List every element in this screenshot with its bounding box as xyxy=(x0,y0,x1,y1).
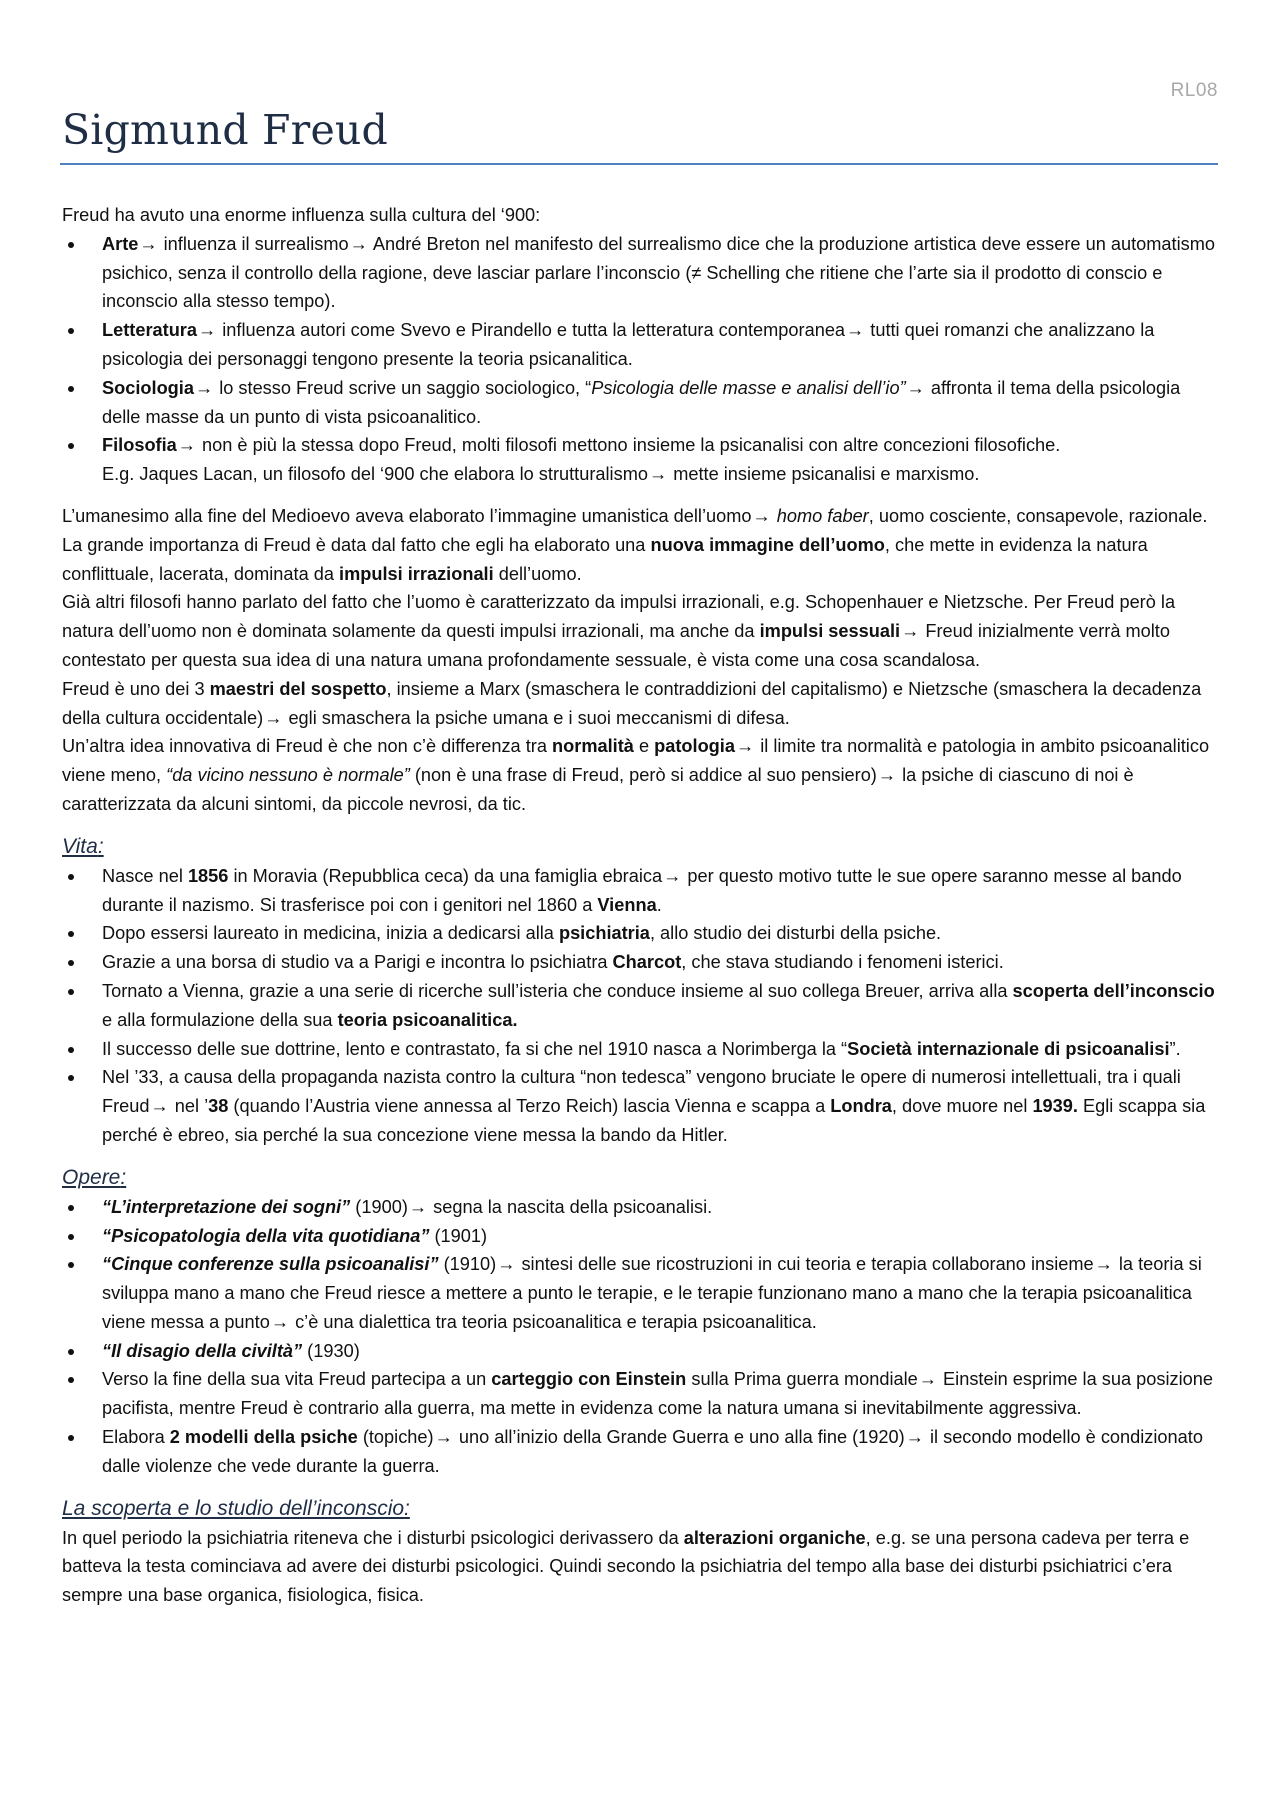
arrow-icon: → xyxy=(1094,1254,1113,1275)
list-item: Sociologia→ lo stesso Freud scrive un saggio sociologico, “Psicologia delle masse e analisi dell’io”→ affronta il tema della psicologia delle masse da un punto di vista psicoanalitico. xyxy=(62,374,1218,432)
list-item: Arte→ influenza il surrealismo→ André Breton nel manifesto del surrealismo dice che la produzione artistica deve essere un automatismo psichico, senza il controllo della ragione, deve lasciar parlare l’inconscio (≠ Schelling che ritiene che l’arte sia il prodotto di conscio e inconscio alla stesso tempo). xyxy=(62,230,1218,316)
paragraph: L’umanesimo alla fine del Medioevo aveva elaborato l’immagine umanistica dell’uomo→ homo faber, uomo cosciente, consapevole, razionale. La grande importanza di Freud è data dal fatto che egli ha elaborato una nuova immagine dell’uomo, che mette in evidenza la natura conflittuale, lacerata, dominata da impulsi irrazionali dell’uomo. xyxy=(62,502,1218,588)
paragraph: Freud è uno dei 3 maestri del sospetto, insieme a Marx (smaschera le contraddizioni del capitalismo) e Nietzsche (smaschera la decadenza della cultura occidentale)→ egli smaschera la psiche umana e i suoi meccanismi di difesa. xyxy=(62,675,1218,733)
arrow-icon: → xyxy=(918,1369,937,1390)
document-code: RL08 xyxy=(1170,80,1218,101)
intro-lead: Freud ha avuto una enorme influenza sulla cultura del ‘900: xyxy=(62,205,541,225)
arrow-icon: → xyxy=(752,505,771,526)
section-heading-opere: Opere: xyxy=(62,1165,127,1189)
paragraph: Un’altra idea innovativa di Freud è che non c’è differenza tra normalità e patologia→ il limite tra normalità e patologia in ambito psicoanalitico viene meno, “da vicino nessuno è normale” (non è una frase di Freud, però si addice al suo pensiero)→ la psiche di ciascuno di noi è caratterizzata da alcuni sintomi, da piccole nevrosi, da tic. xyxy=(62,732,1218,818)
arrow-icon: → xyxy=(264,707,283,728)
arrow-icon: → xyxy=(846,320,865,341)
list-item: “Il disagio della civiltà” (1930) xyxy=(62,1337,1218,1366)
arrow-icon: → xyxy=(905,1427,924,1448)
list-item: Dopo essersi laureato in medicina, inizia a dedicarsi alla psichiatria, allo studio dei disturbi della psiche. xyxy=(62,919,1218,948)
arrow-icon: → xyxy=(735,736,755,757)
list-item: “L’interpretazione dei sogni” (1900)→ segna la nascita della psicoanalisi. xyxy=(62,1193,1218,1222)
list-item: Filosofia→ non è più la stessa dopo Freud, molti filosofi mettono insieme la psicanalisi con altre concezioni filosofiche. E.g. Jaques Lacan, un filosofo del ‘900 che elabora lo strutturalismo→ mette insieme psicanalisi e marxismo. xyxy=(62,431,1218,489)
paragraph: In quel periodo la psichiatria riteneva che i disturbi psicologici derivassero da alterazioni organiche, e.g. se una persona cadeva per terra e batteva la testa cominciava ad avere dei disturbi psicologici. Quindi secondo la psichiatria del tempo alla base dei disturbi psichiatrici c’era sempre una base organica, fisiologica, fisica. xyxy=(62,1527,1190,1606)
list-item: “Cinque conferenze sulla psicoanalisi” (1910)→ sintesi delle sue ricostruzioni in cui teoria e terapia collaborano insieme→ la teoria si sviluppa mano a mano che Freud riesce a mettere a punto le terapie, e le terapie funzionano mano a mano che la terapia psicoanalitica viene messa a punto→ c’è una dialettica tra teoria psicoanalitica e terapia psicoanalitica. xyxy=(62,1250,1218,1336)
document-body xyxy=(62,201,1218,1610)
section-heading-vita: Vita: xyxy=(62,834,104,858)
arrow-icon: → xyxy=(497,1254,516,1275)
arrow-icon: → xyxy=(198,320,217,341)
page-title: Sigmund Freud xyxy=(62,106,388,154)
arrow-icon: → xyxy=(177,435,196,456)
intro-list xyxy=(62,230,1218,489)
arrow-icon: → xyxy=(270,1311,290,1332)
list-item: Nel ’33, a causa della propaganda nazista contro la cultura “non tedesca” vengono bruciate le opere di numerosi intellettuali, tra i quali Freud→ nel ’38 (quando l’Austria viene annessa al Terzo Reich) lascia Vienna e scappa a Londra, dove muore nel 1939. Egli scappa sia perché è ebreo, sia perché la sua concezione viene messa la bando da Hitler. xyxy=(62,1063,1218,1149)
arrow-icon: → xyxy=(150,1096,169,1117)
arrow-icon: → xyxy=(663,865,682,886)
opere-list xyxy=(62,1193,1218,1481)
title-underline xyxy=(60,163,1218,165)
list-item: “Psicopatologia della vita quotidiana” (1901) xyxy=(62,1222,1218,1251)
arrow-icon: → xyxy=(901,621,920,642)
arrow-icon: → xyxy=(906,377,925,398)
arrow-icon: → xyxy=(349,233,368,254)
arrow-icon: → xyxy=(434,1427,453,1448)
list-item: Verso la fine della sua vita Freud partecipa a un carteggio con Einstein sulla Prima guerra mondiale→ Einstein esprime la sua posizione pacifista, mentre Freud è contrario alla guerra, ma mette in evidenza come la natura umana si inevitabilmente aggressiva. xyxy=(62,1365,1218,1423)
list-item: Il successo delle sue dottrine, lento e contrastato, fa si che nel 1910 nasca a Norimberga la “Società internazionale di psicoanalisi”. xyxy=(62,1035,1218,1064)
arrow-icon: → xyxy=(139,233,158,254)
section-heading-inconscio: La scoperta e lo studio dell’inconscio: xyxy=(62,1496,410,1520)
arrow-icon: → xyxy=(877,765,897,786)
arrow-icon: → xyxy=(408,1196,428,1217)
arrow-icon: → xyxy=(194,377,214,398)
list-item: Grazie a una borsa di studio va a Parigi e incontra lo psichiatra Charcot, che stava studiando i fenomeni isterici. xyxy=(62,948,1218,977)
vita-list xyxy=(62,862,1218,1150)
paragraph: Già altri filosofi hanno parlato del fatto che l’uomo è caratterizzato da impulsi irrazionali, e.g. Schopenhauer e Nietzsche. Per Freud però la natura dell’uomo non è dominata solamente da questi impulsi irrazionali, ma anche da impulsi sessuali→ Freud inizialmente verrà molto contestato per questa sua idea di una natura umana profondamente sessuale, è vista come una cosa scandalosa. xyxy=(62,592,1176,670)
arrow-icon: → xyxy=(648,464,668,485)
list-item: Nasce nel 1856 in Moravia (Repubblica ceca) da una famiglia ebraica→ per questo motivo tutte le sue opere saranno messe al bando durante il nazismo. Si trasferisce poi con i genitori nel 1860 a Vienna. xyxy=(62,862,1218,920)
list-item: Letteratura→ influenza autori come Svevo e Pirandello e tutta la letteratura contemporanea→ tutti quei romanzi che analizzano la psicologia dei personaggi tengono presente la teoria psicanalitica. xyxy=(62,316,1218,374)
list-item: Tornato a Vienna, grazie a una serie di ricerche sull’isteria che conduce insieme al suo collega Breuer, arriva alla scoperta dell’inconscio e alla formulazione della sua teoria psicoanalitica. xyxy=(62,977,1218,1035)
list-item: Elabora 2 modelli della psiche (topiche)→ uno all’inizio della Grande Guerra e uno alla fine (1920)→ il secondo modello è condizionato dalle violenze che vede durante la guerra. xyxy=(62,1423,1218,1481)
